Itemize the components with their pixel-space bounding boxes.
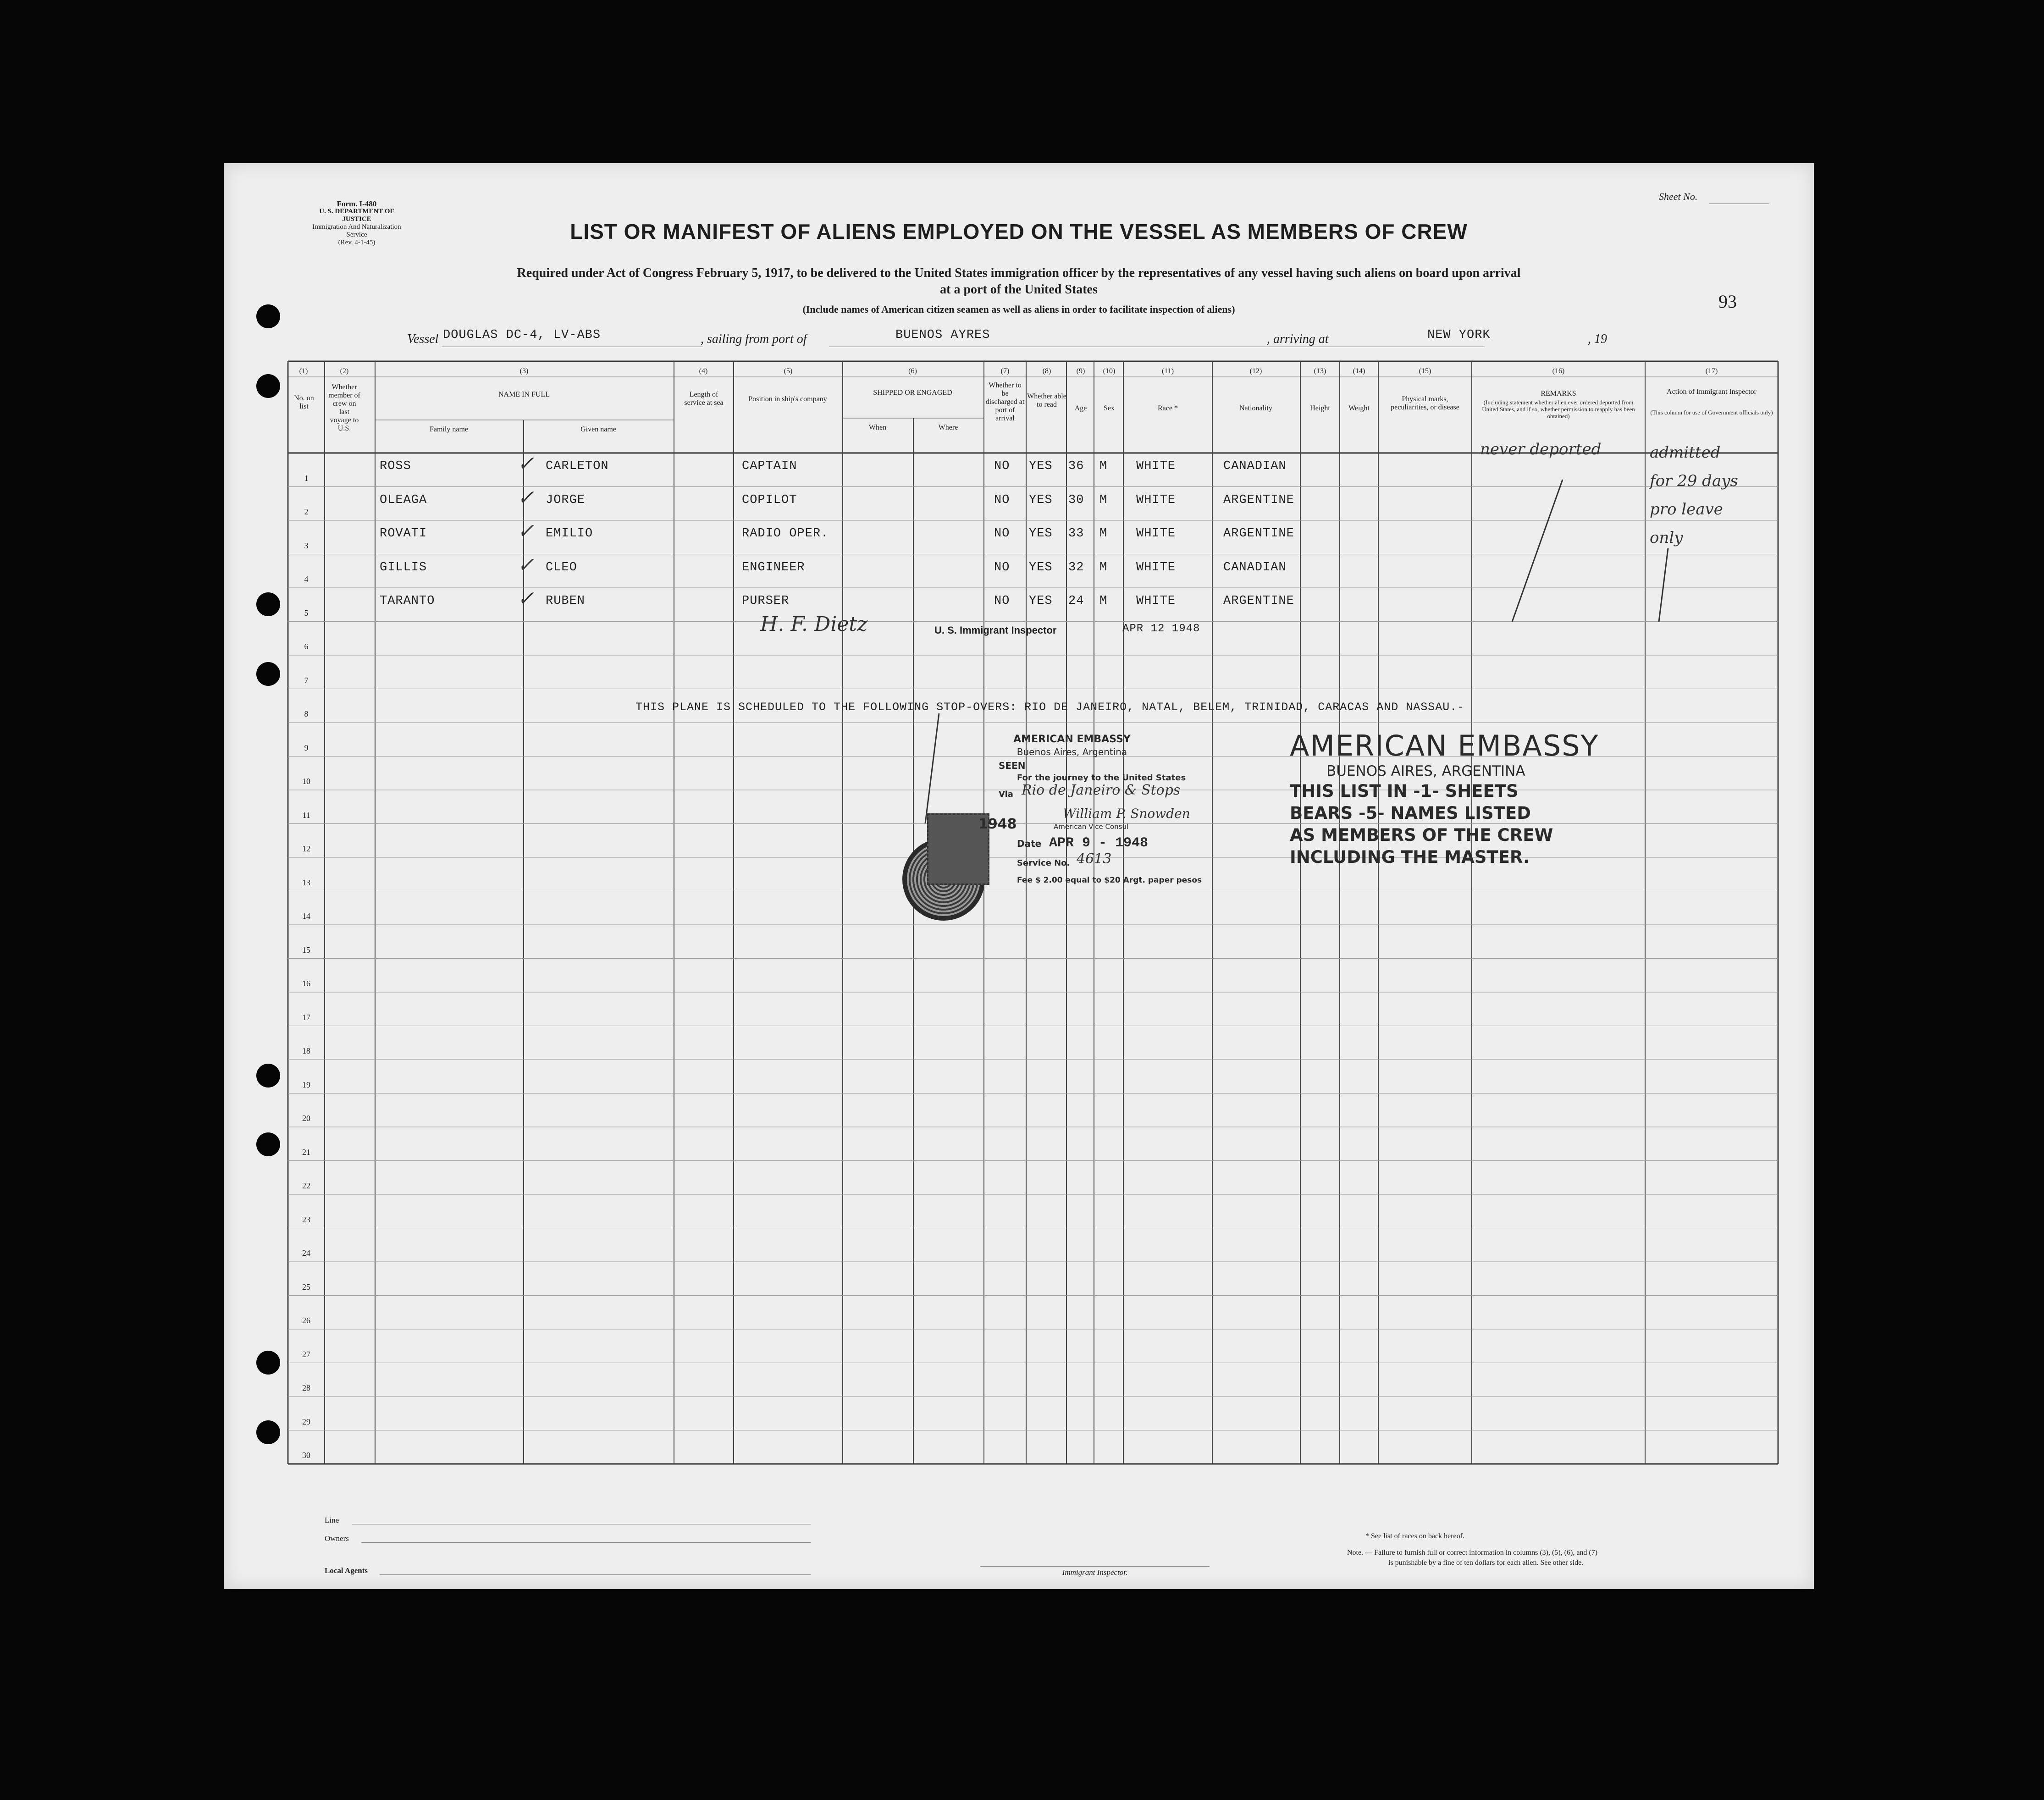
row-number: 28 xyxy=(302,1383,310,1393)
able-to-read-cell: YES xyxy=(1029,459,1053,473)
position-cell: PURSER xyxy=(742,594,790,608)
footer-note-1: Note. — Failure to furnish full or correct information in columns (3), (5), (6), and (7) xyxy=(1347,1549,1598,1557)
col-9-number: (9) xyxy=(1076,367,1085,375)
col-15-header: Physical marks, peculiarities, or disease xyxy=(1391,395,1459,411)
form-subtitle-note: (Include names of American citizen seamen as well as aliens in order to facilitate inspection of aliens) xyxy=(802,304,1235,315)
footer-owners-rule xyxy=(361,1542,811,1543)
row-number: 22 xyxy=(302,1181,310,1191)
footer-agents-rule xyxy=(380,1574,811,1575)
sailing-label: , sailing from port of xyxy=(701,332,807,346)
action-handwritten xyxy=(1650,438,1783,552)
form-subtitle-2: at a port of the United States xyxy=(940,282,1098,297)
age-cell: 36 xyxy=(1068,459,1084,473)
service: Immigration And Naturalization Service xyxy=(312,223,401,238)
sex-cell: M xyxy=(1099,594,1108,608)
discharged-cell: NO xyxy=(994,560,1010,574)
col-3-sub-family: Family name xyxy=(430,425,468,433)
col-5-number: (5) xyxy=(784,367,793,375)
embassy-line-1: AMERICAN EMBASSY xyxy=(1290,729,1599,762)
punch-hole xyxy=(256,1064,280,1088)
punch-hole xyxy=(256,374,280,398)
family-name-cell: OLEAGA xyxy=(380,493,427,507)
sheet-number-label: Sheet No. xyxy=(1659,191,1698,202)
row-number: 3 xyxy=(304,541,309,550)
department: U. S. DEPARTMENT OF JUSTICE xyxy=(319,208,394,223)
row-number: 21 xyxy=(302,1147,310,1157)
embassy-stamp xyxy=(1290,729,1599,868)
row-number: 9 xyxy=(304,743,309,752)
row-number: 18 xyxy=(302,1046,310,1056)
age-cell: 32 xyxy=(1068,560,1084,574)
age-cell: 30 xyxy=(1068,493,1084,507)
col-13-header: Height xyxy=(1310,404,1330,412)
col-8-number: (8) xyxy=(1042,367,1051,375)
row-number: 24 xyxy=(302,1248,310,1258)
age-cell: 33 xyxy=(1068,527,1084,541)
col-6-header: SHIPPED OR ENGAGED xyxy=(873,389,952,397)
row-number: 26 xyxy=(302,1316,310,1325)
action-line-4: only xyxy=(1650,529,1683,547)
consular-seen: SEEN xyxy=(999,760,1026,771)
punch-hole xyxy=(256,1420,280,1444)
discharged-cell: NO xyxy=(994,594,1010,608)
sex-cell: M xyxy=(1099,493,1108,507)
col-14-header: Weight xyxy=(1348,404,1370,412)
punch-hole xyxy=(256,592,280,616)
revision: (Rev. 4-1-45) xyxy=(338,239,376,246)
row-number: 17 xyxy=(302,1012,310,1022)
row-number: 25 xyxy=(302,1282,310,1292)
given-name-cell: EMILIO xyxy=(546,527,593,541)
row-number: 11 xyxy=(302,810,310,820)
col-15-number: (15) xyxy=(1419,367,1431,375)
row-number: 30 xyxy=(302,1451,310,1460)
col-5-header: Position in ship's company xyxy=(748,395,827,403)
given-name-cell: CLEO xyxy=(546,560,577,574)
col-2-header: Whether member of crew on last voyage to U.S. xyxy=(328,383,360,432)
sex-cell: M xyxy=(1099,560,1108,574)
family-name-cell: GILLIS xyxy=(380,560,427,574)
row-number: 13 xyxy=(302,878,310,887)
nationality-cell: ARGENTINE xyxy=(1223,594,1294,608)
col-6-number: (6) xyxy=(908,367,917,375)
page-number: 93 xyxy=(1718,291,1737,312)
inspector-signature: H. F. Dietz xyxy=(760,613,868,636)
col-17-note: (This column for use of Government officials only) xyxy=(1650,409,1773,416)
checkmark-icon: ✓ xyxy=(517,587,534,610)
action-line-3: pro leave xyxy=(1650,500,1723,519)
position-cell: CAPTAIN xyxy=(742,459,797,473)
consular-office: AMERICAN EMBASSY xyxy=(1013,734,1131,745)
row-number: 4 xyxy=(304,574,309,584)
col-8-header: Whether able to read xyxy=(1027,392,1066,409)
consular-journey: For the journey to the United States xyxy=(1017,773,1186,783)
row-number: 27 xyxy=(302,1349,310,1359)
footer-note-2: is punishable by a fine of ten dollars for each alien. See other side. xyxy=(1388,1559,1584,1567)
col-4-header: Length of service at sea xyxy=(684,391,724,407)
col-12-number: (12) xyxy=(1249,367,1262,375)
checkmark-icon: ✓ xyxy=(517,519,534,543)
row-number: 16 xyxy=(302,979,310,988)
row-number: 7 xyxy=(304,675,309,685)
able-to-read-cell: YES xyxy=(1029,493,1053,507)
given-name-cell: JORGE xyxy=(546,493,586,507)
consular-service-label: Service No. xyxy=(1017,858,1070,868)
row-number: 23 xyxy=(302,1215,310,1224)
manifest-page xyxy=(224,163,1814,1589)
form-title: LIST OR MANIFEST OF ALIENS EMPLOYED ON THE VESSEL AS MEMBERS OF CREW xyxy=(570,220,1468,243)
race-cell: WHITE xyxy=(1136,560,1176,574)
embassy-line-3: THIS LIST IN -1- SHEETS xyxy=(1290,781,1519,801)
row-number: 8 xyxy=(304,709,309,719)
race-cell: WHITE xyxy=(1136,493,1176,507)
footer-line-label: Line xyxy=(325,1516,339,1524)
col-3-header: NAME IN FULL xyxy=(498,391,550,398)
consul-title: American Vice Consul xyxy=(1054,823,1129,831)
consular-service-value: 4613 xyxy=(1077,851,1112,867)
discharged-cell: NO xyxy=(994,493,1010,507)
inspector-date: APR 12 1948 xyxy=(1122,623,1200,635)
sex-cell: M xyxy=(1099,527,1108,541)
able-to-read-cell: YES xyxy=(1029,527,1053,541)
nationality-cell: CANADIAN xyxy=(1223,560,1287,574)
given-name-cell: RUBEN xyxy=(546,594,586,608)
row-number: 1 xyxy=(304,473,309,483)
row-number: 15 xyxy=(302,945,310,955)
arriving-label: , arriving at xyxy=(1267,332,1329,346)
footer-inspector-label: Immigrant Inspector. xyxy=(1062,1568,1128,1577)
ditto-stroke xyxy=(1659,548,1668,622)
consular-city: Buenos Aires, Argentina xyxy=(1016,746,1127,757)
vessel-label: Vessel xyxy=(407,332,439,346)
consul-signature: William P. Snowden xyxy=(1063,806,1190,821)
age-cell: 24 xyxy=(1068,594,1084,608)
given-name-cell: CARLETON xyxy=(546,459,609,473)
col-11-header: Race * xyxy=(1158,404,1178,412)
position-cell: ENGINEER xyxy=(742,560,805,574)
consular-fee: Fee $ 2.00 equal to $20 Argt. paper pesos xyxy=(1017,876,1202,885)
sailing-value: BUENOS AYRES xyxy=(895,328,990,342)
footer-owners-label: Owners xyxy=(325,1534,349,1543)
col-4-number: (4) xyxy=(699,367,708,375)
punch-hole xyxy=(256,304,280,328)
race-cell: WHITE xyxy=(1136,459,1176,473)
nationality-cell: CANADIAN xyxy=(1223,459,1287,473)
col-10-number: (10) xyxy=(1103,367,1116,375)
col-1-header: No. on list xyxy=(294,394,314,410)
col-14-number: (14) xyxy=(1353,367,1365,375)
punch-hole xyxy=(256,662,280,686)
race-cell: WHITE xyxy=(1136,527,1176,541)
col-16-header: REMARKS xyxy=(1541,390,1576,398)
nationality-cell: ARGENTINE xyxy=(1223,493,1294,507)
discharged-cell: NO xyxy=(994,459,1010,473)
inspector-label: U. S. Immigrant Inspector xyxy=(934,624,1057,636)
col-17-header: Action of Immigrant Inspector xyxy=(1667,388,1757,396)
row-number: 19 xyxy=(302,1080,310,1089)
vessel-value: DOUGLAS DC-4, LV-ABS xyxy=(443,328,601,342)
family-name-cell: TARANTO xyxy=(380,594,435,608)
row-number: 2 xyxy=(304,507,309,517)
consular-stamp xyxy=(902,731,1251,946)
action-line-2: for 29 days xyxy=(1650,472,1738,490)
col-10-header: Sex xyxy=(1104,404,1115,412)
consular-via-label: Via xyxy=(999,790,1013,799)
family-name-cell: ROVATI xyxy=(380,527,427,541)
form-number: Form. I-480 xyxy=(337,199,377,208)
action-line-1: admitted xyxy=(1650,443,1721,462)
remarks-handwritten: never deported xyxy=(1480,440,1602,458)
col-7-header: Whether to be discharged at port of arrival xyxy=(985,381,1025,422)
sex-cell: M xyxy=(1099,459,1108,473)
nationality-cell: ARGENTINE xyxy=(1223,527,1294,541)
col-12-header: Nationality xyxy=(1239,404,1272,412)
col-1-number: (1) xyxy=(299,367,308,375)
col-16-number: (16) xyxy=(1552,367,1565,375)
discharged-cell: NO xyxy=(994,527,1010,541)
col-3-number: (3) xyxy=(519,367,529,375)
row-number: 10 xyxy=(302,777,310,786)
row-number: 14 xyxy=(302,911,310,921)
footer-race-note: * See list of races on back hereof. xyxy=(1365,1532,1464,1540)
embassy-line-5: AS MEMBERS OF THE CREW xyxy=(1290,825,1553,845)
col-6-sub-where: Where xyxy=(938,424,958,431)
consular-date-label: Date xyxy=(1017,838,1042,849)
footer-inspector-rule xyxy=(980,1566,1210,1567)
ditto-stroke xyxy=(1512,480,1563,622)
checkmark-icon: ✓ xyxy=(517,486,534,509)
embassy-line-2: BUENOS AIRES, ARGENTINA xyxy=(1326,763,1525,779)
position-cell: COPILOT xyxy=(742,493,797,507)
consular-date-value: APR 9 - 1948 xyxy=(1049,835,1149,851)
col-11-number: (11) xyxy=(1161,367,1174,375)
embassy-line-6: INCLUDING THE MASTER. xyxy=(1290,847,1530,867)
col-17-number: (17) xyxy=(1705,367,1718,375)
col-9-header: Age xyxy=(1074,404,1087,412)
checkmark-icon: ✓ xyxy=(517,452,534,475)
embassy-line-4: BEARS -5- NAMES LISTED xyxy=(1290,803,1531,823)
row-number: 5 xyxy=(304,608,309,618)
form-subtitle: Required under Act of Congress February 5, 1917, to be delivered to the United States immigration officer by the representatives of any vessel having such aliens on board upon arrival xyxy=(517,266,1521,280)
year-label: , 19 xyxy=(1588,332,1607,346)
col-2-number: (2) xyxy=(340,367,349,375)
col-16-note: (Including statement whether alien ever ordered deported from United States, and if so, whether permission to reapply has been obtained) xyxy=(1482,399,1635,420)
checkmark-icon: ✓ xyxy=(517,553,534,577)
arriving-value: NEW YORK xyxy=(1427,328,1491,342)
able-to-read-cell: YES xyxy=(1029,560,1053,574)
punch-hole xyxy=(256,1132,280,1156)
row-number: 29 xyxy=(302,1417,310,1426)
stopovers-note: THIS PLANE IS SCHEDULED TO THE FOLLOWING STOP-OVERS: RIO DE JANEIRO, NATAL, BELEM, TRINIDAD, CARACAS AND NASSAU.- xyxy=(635,701,1465,714)
able-to-read-cell: YES xyxy=(1029,594,1053,608)
col-7-number: (7) xyxy=(1000,367,1010,375)
seal-year: 1948 xyxy=(978,816,1017,832)
footer-agents-label: Local Agents xyxy=(325,1566,368,1575)
col-3-sub-given: Given name xyxy=(580,425,616,433)
row-number: 20 xyxy=(302,1114,310,1123)
position-cell: RADIO OPER. xyxy=(742,527,829,541)
family-name-cell: ROSS xyxy=(380,459,411,473)
punch-hole xyxy=(256,1351,280,1375)
col-13-number: (13) xyxy=(1314,367,1326,375)
consular-via-value: Rio de Janeiro & Stops xyxy=(1022,782,1181,798)
col-6-sub-when: When xyxy=(868,424,887,431)
row-number: 6 xyxy=(304,642,309,652)
race-cell: WHITE xyxy=(1136,594,1176,608)
row-number: 12 xyxy=(302,844,310,854)
